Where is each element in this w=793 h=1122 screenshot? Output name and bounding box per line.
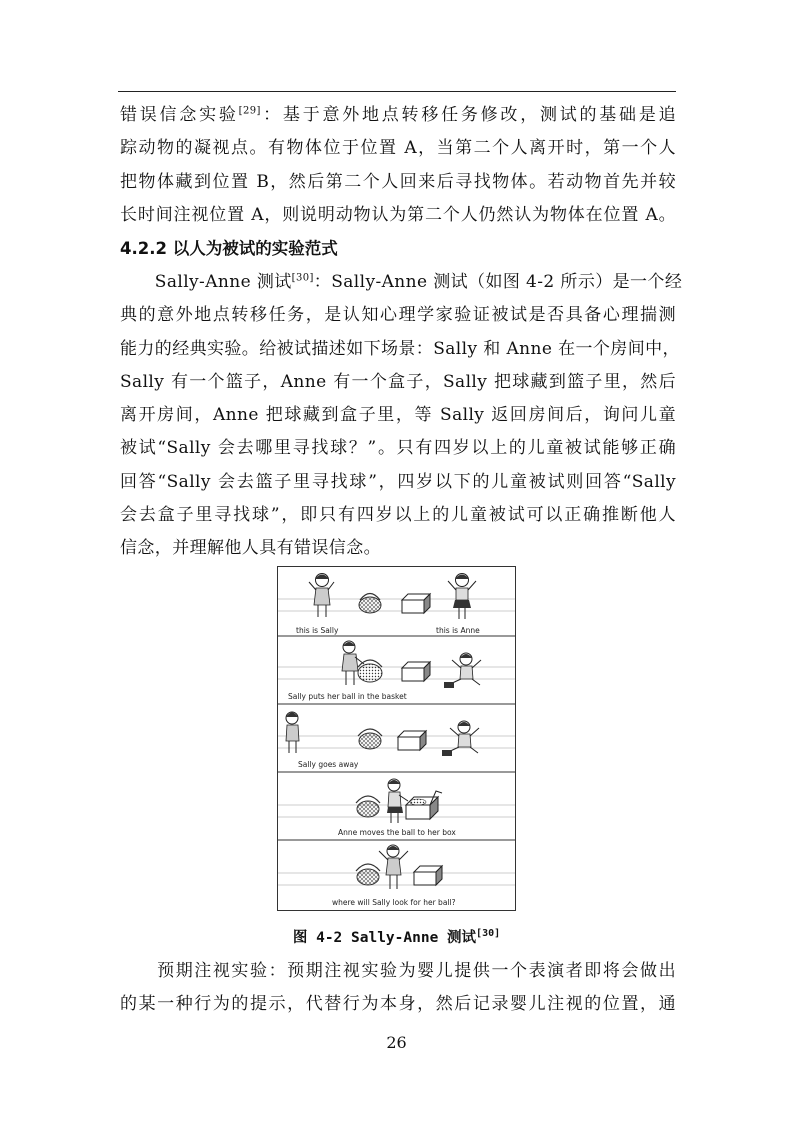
panel-2-label: Sally puts her ball in the basket xyxy=(288,692,407,701)
box xyxy=(414,866,442,885)
basket xyxy=(359,594,381,614)
anne-figure xyxy=(444,653,481,688)
box xyxy=(398,731,426,750)
anne-figure xyxy=(442,721,479,756)
panel-1-label-left: this is Sally xyxy=(296,626,339,635)
box xyxy=(402,662,430,681)
box xyxy=(402,594,430,613)
panel-3-label: Sally goes away xyxy=(298,760,359,769)
text-line: Sally 有一个篮子，Anne 有一个盒子，Sally 把球藏到篮子里，然后 xyxy=(120,371,676,392)
sally-figure xyxy=(286,712,299,753)
panel-1-label-right: this is Anne xyxy=(436,626,480,635)
panel-3 xyxy=(278,712,515,769)
comic-strip-illustration xyxy=(278,567,515,910)
page-number: 26 xyxy=(386,1033,407,1052)
basket xyxy=(356,864,380,885)
basket xyxy=(356,796,380,817)
text-line: 被试“Sally 会去哪里寻找球？”。只有四岁以上的儿童被试能够正确 xyxy=(120,438,676,459)
box xyxy=(406,791,442,819)
panel-1 xyxy=(278,574,515,636)
text-line: 预期注视实验：预期注视实验为婴儿提供一个表演者即将会做出 xyxy=(120,961,676,981)
text-line: 能力的经典实验。给被试描述如下场景：Sally 和 Anne 在一个房间中， xyxy=(120,338,680,359)
anne-figure xyxy=(448,574,476,620)
panel-4-label: Anne moves the ball to her box xyxy=(338,828,456,837)
panel-2 xyxy=(278,641,515,701)
text-line: 回答“Sally 会去篮子里寻找球”，四岁以下的儿童被试则回答“Sally xyxy=(120,471,676,492)
text-line: 会去盒子里寻找球”，即只有四岁以上的儿童被试可以正确推断他人 xyxy=(120,505,676,526)
text-line: 信念，并理解他人具有错误信念。 xyxy=(120,538,381,559)
text-line: 踪动物的凝视点。有物体位于位置 A，当第二个人离开时，第一个人 xyxy=(120,138,676,159)
sally-figure xyxy=(309,574,334,618)
panel-5-label: where will Sally look for her ball? xyxy=(332,898,456,907)
citation[interactable]: [30] xyxy=(291,272,314,284)
text-line: 的某一种行为的提示，代替行为本身，然后记录婴儿注视的位置，通 xyxy=(120,994,676,1015)
sally-figure xyxy=(379,845,408,889)
text-line: 离开房间，Anne 把球藏到盒子里，等 Sally 返回房间后，询问儿童 xyxy=(120,405,676,426)
paragraph-sally-anne xyxy=(120,266,683,566)
anne-figure xyxy=(387,779,408,823)
basket xyxy=(358,660,382,682)
figure-caption: 图 4-2 Sally-Anne 测试[30] xyxy=(292,928,501,946)
panel-5 xyxy=(278,845,515,907)
text-line: 错误信念实验[29]：基于意外地点转移任务修改，测试的基础是追 xyxy=(120,105,676,125)
section-heading: 4.2.2 以人为被试的实验范式 xyxy=(120,239,338,258)
citation[interactable]: [29] xyxy=(238,105,261,117)
paragraph-false-belief xyxy=(120,99,676,232)
paragraph-anticipatory-looking xyxy=(120,955,676,1022)
citation[interactable]: [30] xyxy=(476,928,501,940)
panel-4 xyxy=(278,779,515,837)
sally-anne-figure xyxy=(277,566,516,911)
basket xyxy=(358,729,382,749)
header-rule xyxy=(118,91,676,92)
text-line: 长时间注视位置 A，则说明动物认为第二个人仍然认为物体在位置 A。 xyxy=(120,204,676,225)
text-line: 把物体藏到位置 B，然后第二个人回来后寻找物体。若动物首先并较 xyxy=(120,171,676,192)
text-line: 典的意外地点转移任务，是认知心理学家验证被试是否具备心理揣测 xyxy=(120,305,676,326)
text-line: Sally-Anne 测试[30]：Sally-Anne 测试（如图 4-2 所示）是一个经 xyxy=(120,272,683,292)
